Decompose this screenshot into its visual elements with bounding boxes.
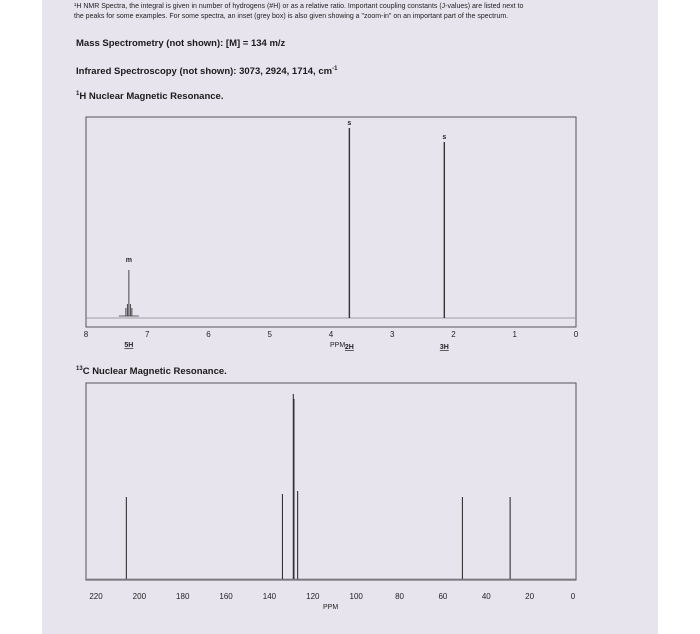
hnmr-tick-label: 3 — [390, 330, 395, 339]
cnmr-tick-label: 20 — [525, 592, 535, 601]
hnmr-tick-label: 2 — [451, 330, 456, 339]
cnmr-frame — [86, 383, 576, 580]
cnmr-tick-label: 180 — [176, 592, 190, 601]
hnmr-tick-label: 8 — [83, 330, 89, 339]
hnmr-tick-label: 7 — [145, 330, 150, 339]
cnmr-tick-label: 140 — [262, 592, 277, 601]
hnmr-tick-label: 6 — [206, 330, 211, 339]
ir-label-sup: -1 — [332, 66, 338, 72]
cnmr-tick-label: 100 — [349, 592, 363, 601]
ir-label: Infrared Spectroscopy (not shown): 3073, 2924, 1714, cm — [76, 66, 333, 78]
hnmr-x-label: PPM — [330, 342, 346, 349]
cnmr-tick-label: 160 — [219, 592, 233, 601]
intro-line-1: ¹H NMR Spectra, the integral is given in number of hydrogens (#H) or as a relative ratio. Important coupling constants (J-values) are listed next to — [74, 3, 524, 10]
cnmr-tick-label: 40 — [481, 592, 491, 601]
cnmr-tick-label: 0 — [570, 592, 576, 601]
cnmr-tick-label: 80 — [395, 592, 404, 601]
hnmr-tick-label: 0 — [573, 330, 579, 339]
cnmr-tick-label: 120 — [306, 592, 320, 601]
hnmr-tick-label: 5 — [267, 330, 272, 339]
cnmr-tick-label: 60 — [438, 592, 448, 601]
hnmr-integral-label: 5H — [124, 342, 134, 349]
intro-line-2: the peaks for some examples. For some spectra, an inset (grey box) is also given showing a "zoom-in" on an important part of the spectrum. — [74, 13, 509, 20]
mass-spec-label: Mass Spectrometry (not shown): [M] = 134 m/z — [76, 38, 286, 49]
hnmr-heading-sup: 1 — [76, 91, 80, 97]
hnmr-tick-label: 1 — [512, 330, 517, 339]
hnmr-integral-label: 3H — [439, 344, 449, 351]
hnmr-multiplicity-label: s — [442, 134, 447, 141]
cnmr-heading-sup: 13 — [76, 366, 83, 372]
cnmr-heading-text: C Nuclear Magnetic Resonance. — [82, 366, 227, 378]
cnmr-tick-label: 220 — [89, 592, 103, 601]
cnmr-tick-labels — [89, 592, 575, 601]
cnmr-x-label: PPM — [323, 604, 339, 611]
hnmr-tick-labels — [84, 330, 579, 339]
hnmr-integral-label: 2H — [344, 344, 354, 351]
cnmr-tick-label: 200 — [132, 592, 147, 601]
hnmr-frame — [86, 117, 576, 327]
hnmr-heading-text: H Nuclear Magnetic Resonance. — [79, 91, 224, 103]
hnmr-multiplicity-label: s — [347, 120, 352, 127]
hnmr-multiplicity-label: m — [125, 257, 132, 264]
hnmr-tick-label: 4 — [328, 330, 334, 339]
